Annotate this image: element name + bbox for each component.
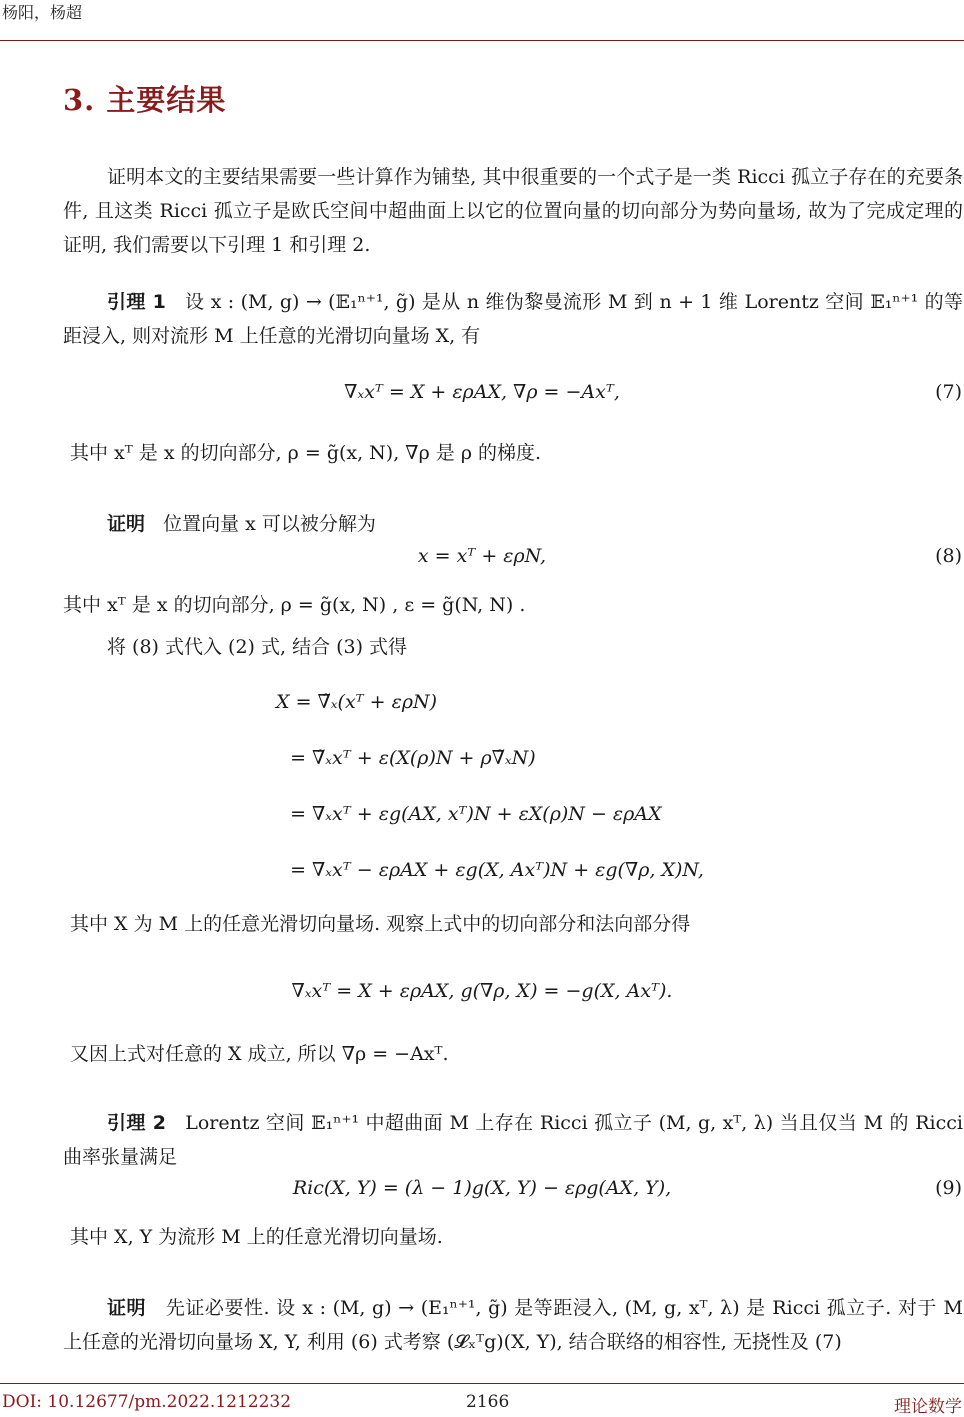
equation-9 [0, 1177, 964, 1199]
lemma-2 [63, 1106, 963, 1174]
derivation-line: = ∇ₓxᵀ + εg(AX, xᵀ)N + εX(ρ)N − ερAX [278, 803, 662, 825]
equation-7-body: ∇ₓxᵀ = X + ερAX, ∇ρ = −Axᵀ, [344, 381, 620, 403]
intro-paragraph: 证明本文的主要结果需要一些计算作为铺垫, 其中很重要的一个式子是一类 Ricci 孤立子存在的充要条件, 且这类 Ricci 孤立子是欧氏空间中超曲面上以它的位置向量的切向部分为势向量场, 故为了完成定理的证明, 我们需要以下引理 1 和引理 2. [63, 166, 963, 256]
equation-7-number: (7) [935, 381, 962, 403]
proof-1-intro [63, 507, 963, 541]
lemma-1-text: 设 x : (M, g) → (𝔼₁ⁿ⁺¹, g̃) 是从 n 维伪黎曼流形 M 到 n + 1 维 Lorentz 空间 𝔼₁ⁿ⁺¹ 的等距浸入, 则对流形 M 上任意的光滑切向量场 X, 有 [63, 291, 963, 347]
lemma-1-note: 其中 xᵀ 是 x 的切向部分, ρ = g̃(x, N), ∇ρ 是 ρ 的梯度. [70, 442, 542, 464]
footer-divider [0, 1383, 964, 1384]
equation-9-number: (9) [935, 1177, 962, 1199]
lemma-1 [63, 285, 963, 353]
derivation-block [276, 674, 704, 898]
derivation-line: X = ∇̃ₓ(xᵀ + ερN) [276, 691, 438, 713]
section-title: 3. 主要结果 [63, 83, 227, 117]
lemma-2-text: Lorentz 空间 𝔼₁ⁿ⁺¹ 中超曲面 M 上存在 Ricci 孤立子 (M, g, xᵀ, λ) 当且仅当 M 的 Ricci 曲率张量满足 [63, 1112, 963, 1168]
footer-journal: 理论数学 [894, 1397, 962, 1417]
proof-2 [63, 1291, 963, 1359]
proof-1-text: 位置向量 x 可以被分解为 [163, 513, 376, 535]
proof-1-label: 证明 [107, 513, 146, 535]
proof-1-note-3: 其中 X 为 M 上的任意光滑切向量场. 观察上式中的切向部分和法向部分得 [70, 913, 691, 935]
footer-page-number: 2166 [466, 1392, 510, 1412]
equation-8 [0, 545, 964, 567]
proof-1-note-1: 其中 xᵀ 是 x 的切向部分, ρ = g̃(x, N) , ε = g̃(N, N) . [63, 594, 526, 616]
derivation-line: = ∇ₓxᵀ − ερAX + εg(X, Axᵀ)N + εg(∇ρ, X)N, [278, 859, 704, 881]
lemma-2-note: 其中 X, Y 为流形 M 上的任意光滑切向量场. [70, 1226, 443, 1248]
equation-unnumbered: ∇ₓxᵀ = X + ερAX, g(∇ρ, X) = −g(X, Axᵀ). [291, 980, 673, 1002]
proof-1-note-2: 将 (8) 式代入 (2) 式, 结合 (3) 式得 [107, 636, 408, 658]
derivation-line: = ∇̃ₓxᵀ + ε(X(ρ)N + ρ∇̃ₓN) [278, 747, 536, 769]
lemma-1-label: 引理 1 [107, 291, 166, 313]
equation-9-body: Ric(X, Y) = (λ − 1)g(X, Y) − ερg(AX, Y), [292, 1177, 672, 1199]
proof-1-conclusion: 又因上式对任意的 X 成立, 所以 ∇ρ = −Axᵀ. [70, 1043, 449, 1065]
header-divider [0, 40, 964, 41]
proof-2-label: 证明 [107, 1297, 147, 1319]
lemma-2-label: 引理 2 [107, 1112, 166, 1134]
running-header-authors: 杨阳，杨超 [2, 3, 83, 22]
proof-2-text: 先证必要性. 设 x : (M, g) → (E₁ⁿ⁺¹, g̃) 是等距浸入, (M, g, xᵀ, λ) 是 Ricci 孤立子. 对于 M 上任意的光滑切向量场 X, Y, 利用 (6) 式考察 (𝓛ₓᵀg)(X, Y), 结合联络的相容性, 无挠性及 (7) [63, 1297, 963, 1353]
equation-7 [0, 381, 964, 403]
equation-8-body: x = xᵀ + ερN, [417, 545, 547, 567]
footer-doi: DOI: 10.12677/pm.2022.1212232 [2, 1392, 292, 1412]
equation-8-number: (8) [935, 545, 962, 567]
